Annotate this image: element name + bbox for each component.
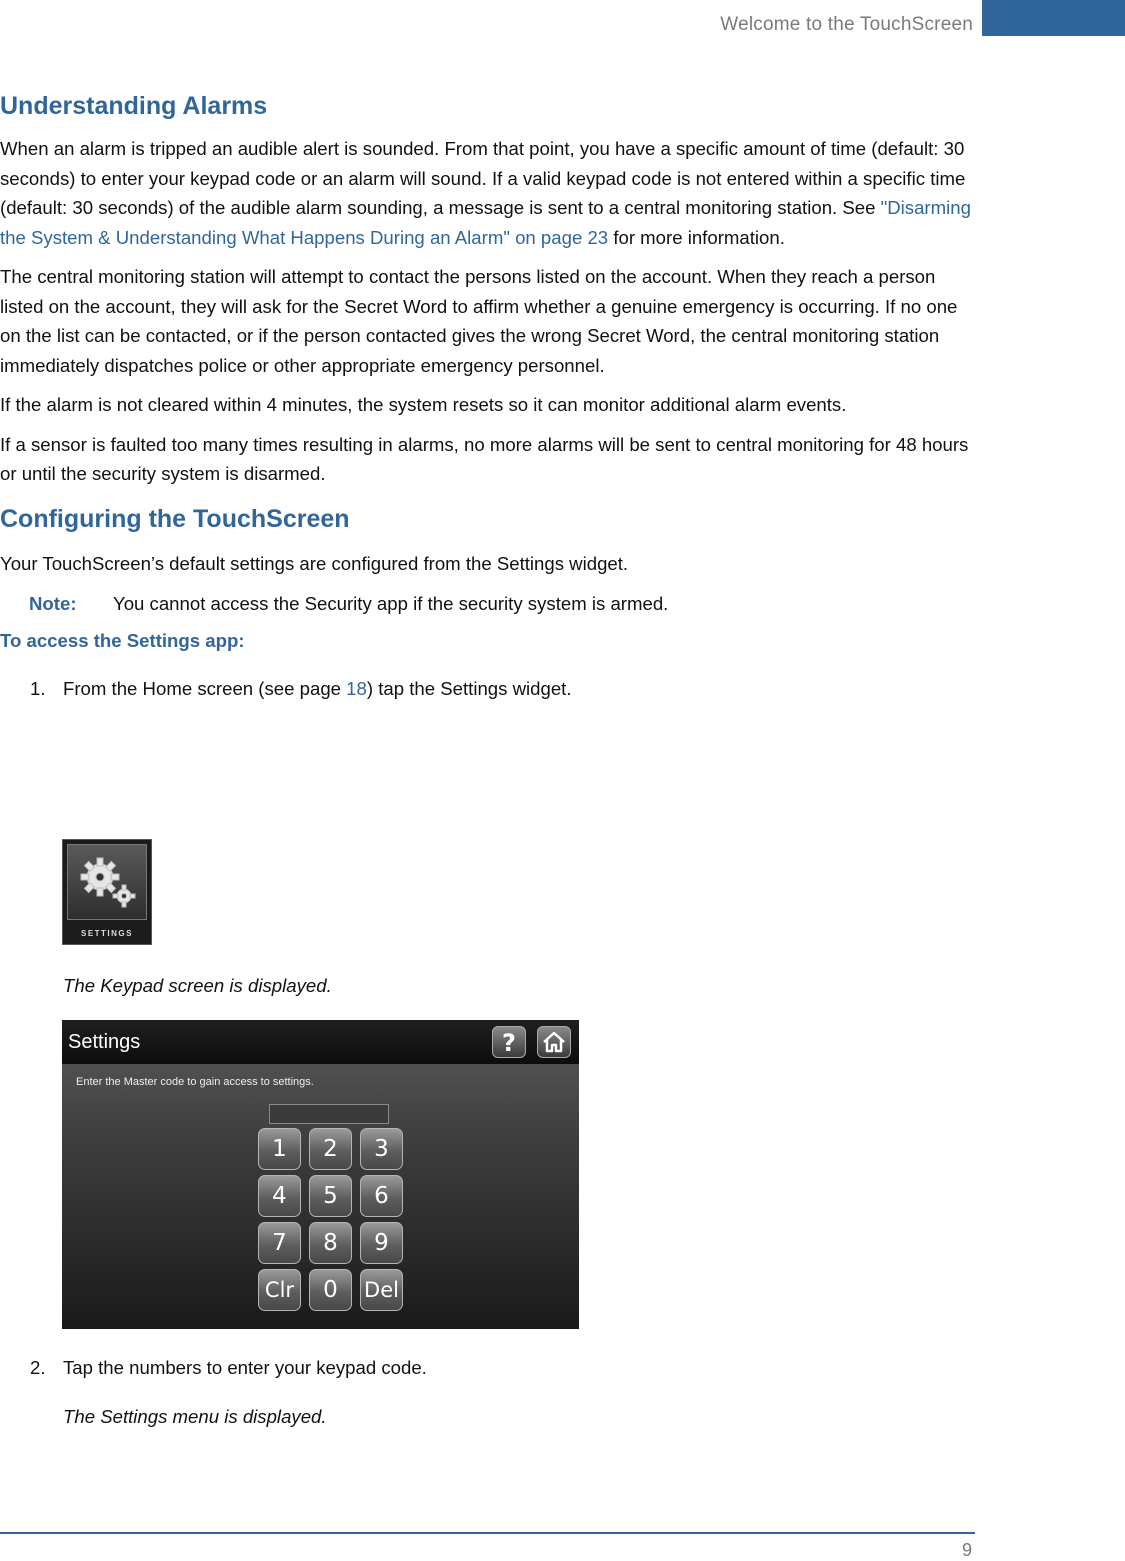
- key-4[interactable]: 4: [258, 1175, 301, 1217]
- key-9[interactable]: 9: [360, 1222, 403, 1264]
- settings-widget-face: [67, 844, 147, 920]
- key-0[interactable]: 0: [309, 1269, 352, 1311]
- settings-widget-image: [62, 839, 152, 945]
- step-2: [0, 1353, 427, 1382]
- code-entry-field[interactable]: [269, 1104, 389, 1124]
- step-text-part: From the Home screen (see page: [63, 678, 347, 699]
- help-button[interactable]: [492, 1026, 526, 1058]
- paragraph-settings-widget: Your TouchScreen’s default settings are configured from the Settings widget.: [0, 552, 629, 574]
- paragraph-central-monitoring: The central monitoring station will attempt to contact the persons listed on the account. When they reach a person listed on the account, they will ask for the Secret Word to affirm whether a genuine emergency is occurring. If no one on the list can be contacted, or if the person contacted gives the wrong Secret Word, the central monitoring station immediately dispatches police or other appropriate emergency personnel.: [0, 266, 958, 376]
- step-text-part: ) tap the Settings widget.: [366, 678, 572, 699]
- key-8[interactable]: 8: [309, 1222, 352, 1264]
- home-button[interactable]: [537, 1026, 571, 1058]
- paragraph-alarm-intro: [0, 134, 975, 252]
- key-2[interactable]: 2: [309, 1128, 352, 1170]
- key-7[interactable]: 7: [258, 1222, 301, 1264]
- page-number: 9: [961, 1540, 972, 1560]
- step-text: [63, 674, 572, 703]
- disarming-cross-reference-link[interactable]: "Disarming the System & Understanding What Happens During an Alarm" on page 23: [0, 197, 971, 248]
- step-1: [0, 674, 975, 703]
- heading-configuring-touchscreen: Configuring the TouchScreen: [0, 504, 350, 533]
- screen-instruction: Enter the Master code to gain access to settings.: [76, 1076, 314, 1088]
- note-text: You cannot access the Security app if the security system is armed.: [113, 593, 669, 614]
- key-5[interactable]: 5: [309, 1175, 352, 1217]
- settings-widget-label: SETTINGS: [80, 929, 133, 938]
- paragraph-text-end: for more information.: [608, 226, 785, 248]
- keypad-grid: [258, 1128, 405, 1311]
- step-number: 2.: [30, 1357, 46, 1378]
- note: [0, 589, 975, 618]
- settings-displayed-note: The Settings menu is displayed.: [63, 1406, 327, 1427]
- paragraph-reset: If the alarm is not cleared within 4 minutes, the system resets so it can monitor additional alarm events.: [0, 394, 847, 415]
- screen-title: Settings: [68, 1031, 141, 1053]
- key-1[interactable]: 1: [258, 1128, 301, 1170]
- key-3[interactable]: 3: [360, 1128, 403, 1170]
- note-label: Note:: [29, 593, 77, 614]
- svg-text:?: ?: [502, 1030, 516, 1054]
- question-icon: [497, 1030, 521, 1054]
- running-header: Welcome to the TouchScreen: [720, 14, 973, 35]
- paragraph-faulted-sensor: If a sensor is faulted too many times resulting in alarms, no more alarms will be sent to central monitoring for 48 hours or until the security system is disarmed.: [0, 433, 969, 484]
- home-icon: [541, 1030, 567, 1054]
- step-text: Tap the numbers to enter your keypad code.: [63, 1357, 427, 1378]
- step-number: 1.: [30, 678, 46, 699]
- home-screen-page-link[interactable]: 18: [346, 678, 367, 699]
- header-accent-bar: [982, 0, 1125, 36]
- keypad-screen-image: [62, 1020, 579, 1329]
- procedure-heading: To access the Settings app:: [0, 630, 245, 651]
- heading-understanding-alarms: Understanding Alarms: [0, 92, 268, 120]
- keypad-displayed-note: The Keypad screen is displayed.: [63, 975, 332, 996]
- paragraph-text: When an alarm is tripped an audible alert is sounded. From that point, you have a specific amount of time (default: 30 seconds) to enter your keypad code or an alarm will sound. If a valid keypad code is not entered within a specific time (default: 30 seconds) of the audible alarm sounding, a message is sent to a central monitoring station. See: [0, 138, 966, 218]
- delete-key[interactable]: Del: [360, 1269, 403, 1311]
- page-content: [0, 88, 975, 703]
- gears-icon: [68, 845, 146, 919]
- clear-key[interactable]: Clr: [258, 1269, 301, 1311]
- footer-rule: [0, 1532, 975, 1534]
- key-6[interactable]: 6: [360, 1175, 403, 1217]
